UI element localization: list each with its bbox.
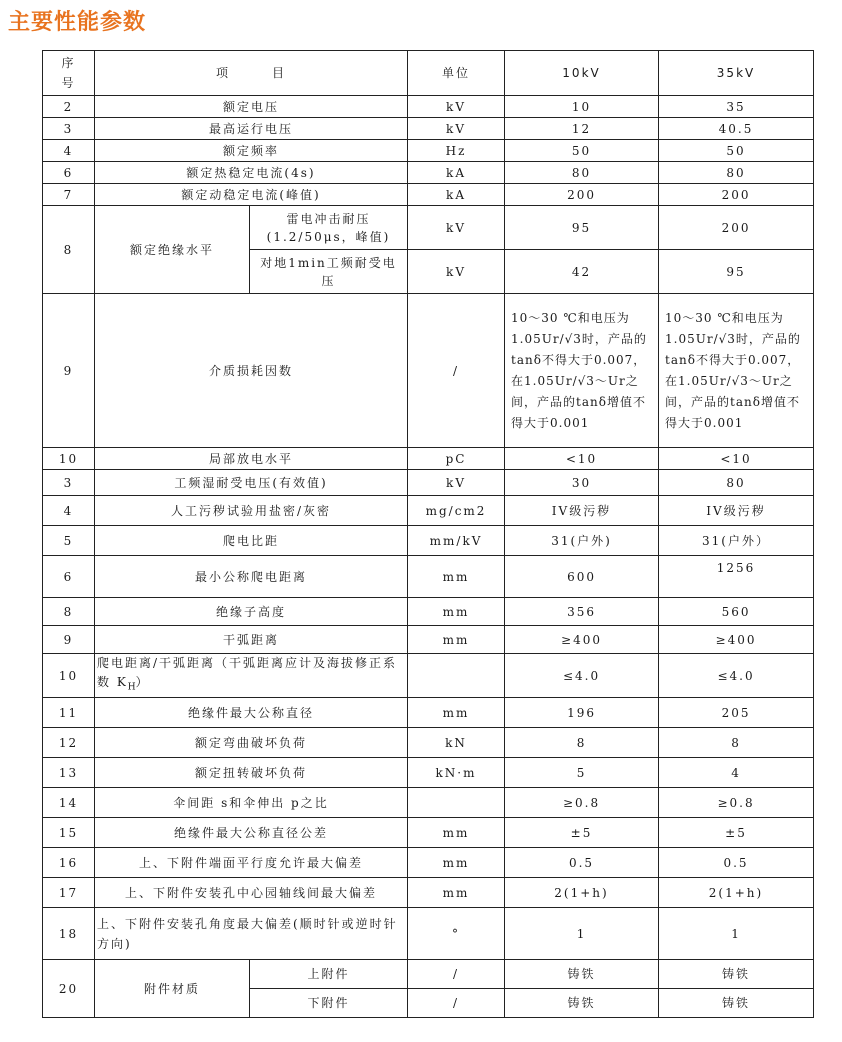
row-number: 6	[43, 162, 95, 184]
unit-cell: kV	[408, 118, 505, 140]
value-10kv: ≥0.8	[505, 788, 659, 818]
table-row	[43, 556, 814, 598]
table-row	[43, 878, 814, 908]
unit-cell	[408, 654, 505, 698]
value-35kv: 205	[659, 698, 814, 728]
value-10kv: IV级污秽	[505, 496, 659, 526]
unit-cell: mm	[408, 556, 505, 598]
item-name: 爬电比距	[95, 526, 408, 556]
value-10kv: 5	[505, 758, 659, 788]
value-10kv: 铸铁	[505, 989, 659, 1018]
value-10kv: 80	[505, 162, 659, 184]
value-35kv: 0.5	[659, 848, 814, 878]
unit-cell: mm	[408, 698, 505, 728]
row-number: 3	[43, 470, 95, 496]
value-35kv: 10～30 ℃和电压为1.05Ur/√3时，产品的tanδ不得大于0.007，在1.05Ur/√3～Ur之间，产品的tanδ增值不得大于0.001	[659, 294, 814, 448]
item-name: 绝缘件最大公称直径公差	[95, 818, 408, 848]
value-10kv: <10	[505, 448, 659, 470]
header-seq: 序号	[43, 51, 95, 96]
unit-cell	[408, 788, 505, 818]
value-35kv: 560	[659, 598, 814, 626]
item-name: 最高运行电压	[95, 118, 408, 140]
item-name: 伞间距 s和伞伸出 p之比	[95, 788, 408, 818]
item-name: 额定绝缘水平	[95, 206, 250, 294]
table-row	[43, 118, 814, 140]
unit-cell: mm	[408, 818, 505, 848]
table-row	[43, 162, 814, 184]
item-name: 上、下附件端面平行度允许最大偏差	[95, 848, 408, 878]
table-row	[43, 184, 814, 206]
table-row	[43, 96, 814, 118]
item-name: 人工污秽试验用盐密/灰密	[95, 496, 408, 526]
table-row	[43, 206, 814, 250]
unit-cell: kV	[408, 96, 505, 118]
row-number: 10	[43, 448, 95, 470]
value-10kv: 30	[505, 470, 659, 496]
table-row	[43, 140, 814, 162]
value-10kv: 200	[505, 184, 659, 206]
value-35kv: 50	[659, 140, 814, 162]
value-35kv: 80	[659, 162, 814, 184]
value-35kv: 2(1+h)	[659, 878, 814, 908]
value-35kv: IV级污秽	[659, 496, 814, 526]
item-name: 额定热稳定电流(4s)	[95, 162, 408, 184]
header-unit: 单位	[408, 51, 505, 96]
item-name: 上、下附件安装孔中心园轴线间最大偏差	[95, 878, 408, 908]
item-name: 附件材质	[95, 960, 250, 1018]
row-number: 3	[43, 118, 95, 140]
row-number: 8	[43, 598, 95, 626]
sub-item-name: 对地1min工频耐受电压	[250, 250, 408, 294]
value-35kv: 1256	[659, 556, 814, 598]
item-name: 额定扭转破坏负荷	[95, 758, 408, 788]
value-10kv: 31(户外)	[505, 526, 659, 556]
item-name: 局部放电水平	[95, 448, 408, 470]
value-35kv: <10	[659, 448, 814, 470]
row-number: 20	[43, 960, 95, 1018]
row-number: 8	[43, 206, 95, 294]
row-number: 12	[43, 728, 95, 758]
value-35kv: 35	[659, 96, 814, 118]
item-name: 干弧距离	[95, 626, 408, 654]
value-35kv: 1	[659, 908, 814, 960]
row-number: 2	[43, 96, 95, 118]
item-name: 绝缘子高度	[95, 598, 408, 626]
header-item: 项 目	[95, 51, 408, 96]
table-row	[43, 728, 814, 758]
row-number: 4	[43, 140, 95, 162]
table-row	[43, 654, 814, 698]
row-number: 11	[43, 698, 95, 728]
sub-item-name: 雷电冲击耐压 (1.2/50μs，峰值)	[250, 206, 408, 250]
sub-item-name: 上附件	[250, 960, 408, 989]
row-number: 9	[43, 294, 95, 448]
header-35kv: 35kV	[659, 51, 814, 96]
spec-table	[42, 50, 814, 1018]
value-35kv: 铸铁	[659, 989, 814, 1018]
value-10kv: 42	[505, 250, 659, 294]
value-10kv: 10	[505, 96, 659, 118]
value-10kv: 2(1+h)	[505, 878, 659, 908]
unit-cell: mm	[408, 626, 505, 654]
unit-cell: /	[408, 960, 505, 989]
item-text: 爬电距离/干弧距离（干弧距离应计及海拔修正系数 K	[97, 656, 398, 689]
unit-cell: kA	[408, 184, 505, 206]
unit-cell: /	[408, 989, 505, 1018]
header-10kv: 10kV	[505, 51, 659, 96]
table-row	[43, 788, 814, 818]
item-name: 上、下附件安装孔角度最大偏差(顺时针或逆时针方向)	[95, 908, 408, 960]
unit-cell: kN	[408, 728, 505, 758]
item-name: 额定频率	[95, 140, 408, 162]
unit-cell: Hz	[408, 140, 505, 162]
value-35kv: 8	[659, 728, 814, 758]
table-row	[43, 626, 814, 654]
value-10kv: ≤4.0	[505, 654, 659, 698]
item-name: 额定电压	[95, 96, 408, 118]
unit-cell: °	[408, 908, 505, 960]
item-name: 最小公称爬电距离	[95, 556, 408, 598]
item-name: 额定弯曲破坏负荷	[95, 728, 408, 758]
table-row	[43, 960, 814, 989]
value-10kv: ≥400	[505, 626, 659, 654]
table-row	[43, 294, 814, 448]
table-row	[43, 848, 814, 878]
unit-cell: kN·m	[408, 758, 505, 788]
value-35kv: ≥400	[659, 626, 814, 654]
item-name: 额定动稳定电流(峰值)	[95, 184, 408, 206]
value-10kv: 196	[505, 698, 659, 728]
value-10kv: 600	[505, 556, 659, 598]
unit-cell: kV	[408, 470, 505, 496]
table-row	[43, 470, 814, 496]
value-10kv: 95	[505, 206, 659, 250]
item-text-tail: ）	[135, 675, 150, 689]
unit-cell: mm	[408, 848, 505, 878]
value-35kv: 铸铁	[659, 960, 814, 989]
item-name: 绝缘件最大公称直径	[95, 698, 408, 728]
value-35kv: 31(户外）	[659, 526, 814, 556]
row-number: 7	[43, 184, 95, 206]
value-10kv: 8	[505, 728, 659, 758]
row-number: 15	[43, 818, 95, 848]
value-10kv: 356	[505, 598, 659, 626]
item-subscript: H	[127, 682, 136, 693]
row-number: 16	[43, 848, 95, 878]
unit-cell: mm	[408, 598, 505, 626]
value-10kv: 1	[505, 908, 659, 960]
item-name	[95, 654, 408, 698]
unit-cell: mm	[408, 878, 505, 908]
table-row	[43, 818, 814, 848]
unit-cell: /	[408, 294, 505, 448]
value-35kv: ±5	[659, 818, 814, 848]
value-35kv: 95	[659, 250, 814, 294]
item-name: 介质损耗因数	[95, 294, 408, 448]
value-35kv: 200	[659, 206, 814, 250]
item-name: 工频湿耐受电压(有效值)	[95, 470, 408, 496]
value-35kv: 200	[659, 184, 814, 206]
unit-cell: kV	[408, 206, 505, 250]
row-number: 9	[43, 626, 95, 654]
value-10kv: 50	[505, 140, 659, 162]
table-row	[43, 758, 814, 788]
row-number: 4	[43, 496, 95, 526]
value-10kv: 铸铁	[505, 960, 659, 989]
table-row	[43, 598, 814, 626]
header-row	[43, 51, 814, 96]
table-row	[43, 908, 814, 960]
table-row	[43, 698, 814, 728]
page-title: 主要性能参数	[8, 10, 147, 35]
row-number: 5	[43, 526, 95, 556]
value-10kv: 0.5	[505, 848, 659, 878]
value-35kv: 80	[659, 470, 814, 496]
unit-cell: mm/kV	[408, 526, 505, 556]
value-10kv: ±5	[505, 818, 659, 848]
row-number: 6	[43, 556, 95, 598]
value-35kv: ≥0.8	[659, 788, 814, 818]
unit-cell: pC	[408, 448, 505, 470]
row-number: 13	[43, 758, 95, 788]
unit-cell: kV	[408, 250, 505, 294]
table-row	[43, 496, 814, 526]
sub-item-name: 下附件	[250, 989, 408, 1018]
table-row	[43, 526, 814, 556]
row-number: 14	[43, 788, 95, 818]
row-number: 18	[43, 908, 95, 960]
value-10kv: 10～30 ℃和电压为1.05Ur/√3时，产品的tanδ不得大于0.007，在1.05Ur/√3～Ur之间，产品的tanδ增值不得大于0.001	[505, 294, 659, 448]
unit-cell: mg/cm2	[408, 496, 505, 526]
value-35kv: ≤4.0	[659, 654, 814, 698]
unit-cell: kA	[408, 162, 505, 184]
row-number: 17	[43, 878, 95, 908]
table-row	[43, 448, 814, 470]
value-10kv: 12	[505, 118, 659, 140]
value-35kv: 4	[659, 758, 814, 788]
value-35kv: 40.5	[659, 118, 814, 140]
row-number: 10	[43, 654, 95, 698]
